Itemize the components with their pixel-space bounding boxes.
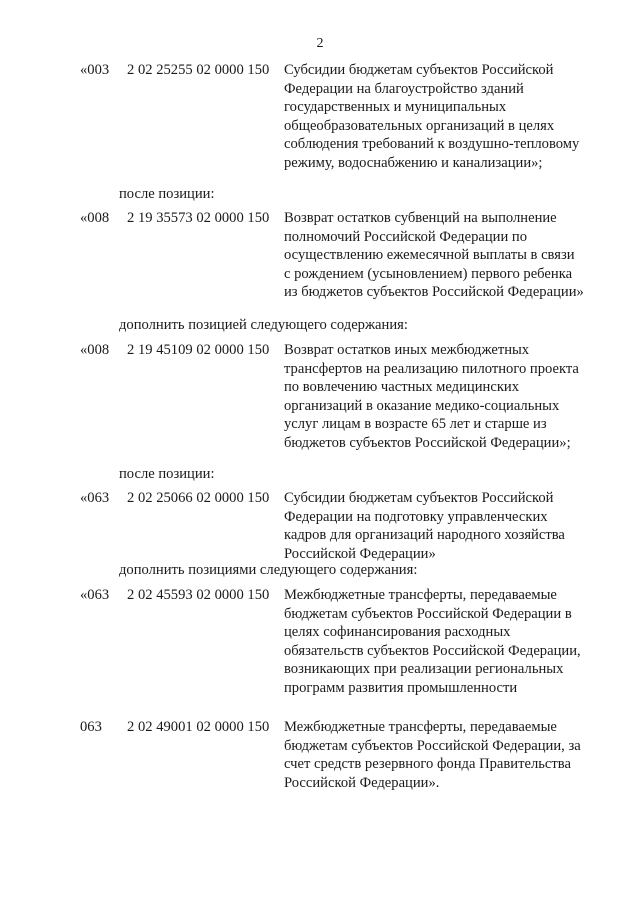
administrator-code: «008 — [80, 210, 110, 226]
entry-description: Межбюджетные трансферты, передаваемые бюджетам субъектов Российской Федерации, за счет средств резервного фонда Правительства Российской Федерации». — [284, 719, 581, 791]
budget-classification-code: 2 02 25066 02 0000 150 — [127, 490, 270, 506]
instruction-text: после позиции: — [119, 466, 215, 482]
instruction-text: после позиции: — [119, 186, 215, 202]
instruction-text: дополнить позицией следующего содержания: — [119, 317, 408, 333]
entry-description: Возврат остатков субвенций на выполнение полномочий Российской Федерации по осуществлению ежемесячной выплаты в связи с рождением (усыновлением) первого ребенка из бюджетов субъектов Российской Федерации» — [284, 210, 584, 300]
administrator-code: 063 — [80, 719, 102, 735]
page-number: 2 — [316, 36, 324, 51]
budget-classification-code: 2 02 25255 02 0000 150 — [127, 62, 270, 78]
instruction-text: дополнить позициями следующего содержания: — [119, 562, 418, 578]
entry-description: Субсидии бюджетам субъектов Российской Федерации на благоустройство зданий государственных и муниципальных общеобразовательных организаций в целях соблюдения требований к воздушно-тепловому режиму, водоснабжению и канализации»; — [284, 62, 580, 171]
entry-description: Межбюджетные трансферты, передаваемые бюджетам субъектов Российской Федерации в целях софинансирования расходных обязательств субъектов Российской Федерации, возникающих при реализации региональных программ развития промышленности — [284, 587, 581, 696]
administrator-code: «063 — [80, 490, 110, 506]
entry-description: Возврат остатков иных межбюджетных трансфертов на реализацию пилотного проекта по вовлечению частных медицинских организаций в оказание медико-социальных услуг лицам в возрасте 65 лет и старше из бюджетов субъектов Российской Федерации»; — [284, 342, 579, 451]
budget-classification-code: 2 02 45593 02 0000 150 — [127, 587, 270, 603]
administrator-code: «003 — [80, 62, 110, 78]
budget-classification-code: 2 02 49001 02 0000 150 — [127, 719, 270, 735]
entry-description: Субсидии бюджетам субъектов Российской Федерации на подготовку управленческих кадров для организаций народного хозяйства Российской Федерации» — [284, 490, 565, 562]
budget-classification-code: 2 19 45109 02 0000 150 — [127, 342, 270, 358]
administrator-code: «008 — [80, 342, 110, 358]
budget-classification-code: 2 19 35573 02 0000 150 — [127, 210, 270, 226]
administrator-code: «063 — [80, 587, 110, 603]
